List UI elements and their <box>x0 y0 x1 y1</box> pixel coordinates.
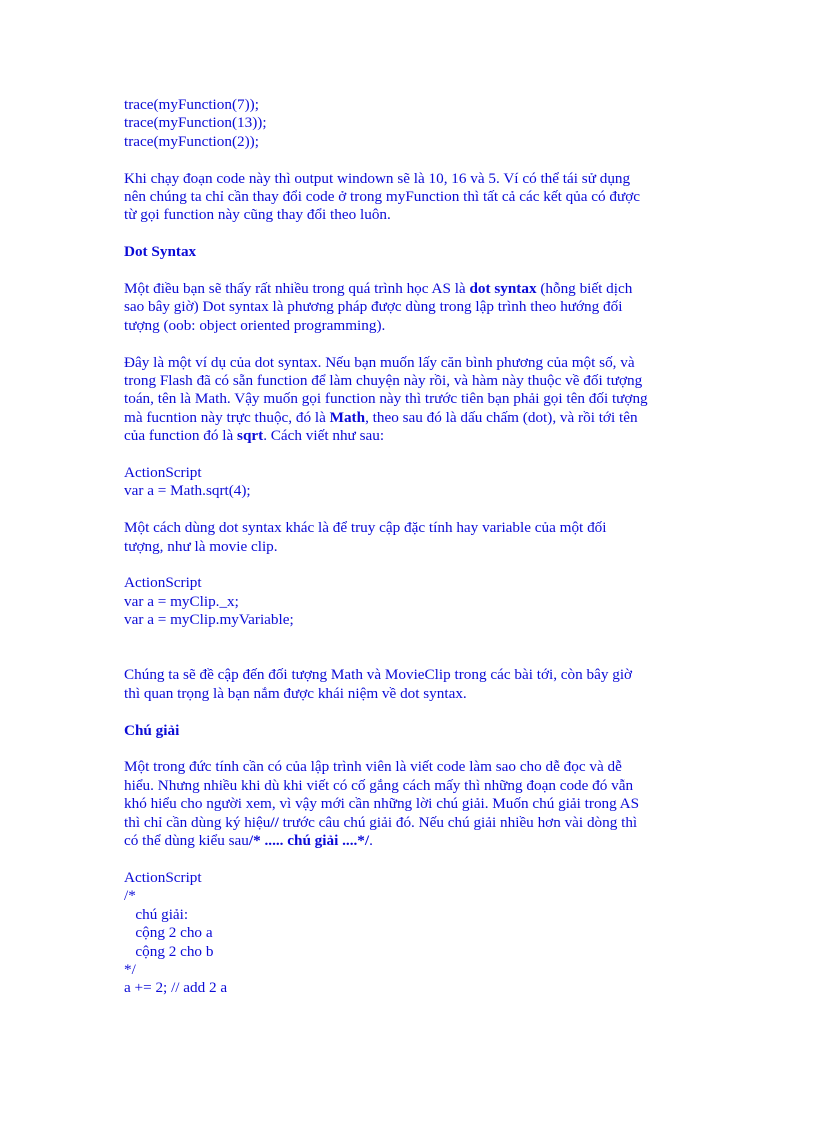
code-line: a += 2; // add 2 a <box>124 979 228 997</box>
document-body <box>124 96 724 998</box>
code-line: ActionScript <box>124 464 202 482</box>
code-line: cộng 2 cho a <box>124 924 213 942</box>
code-block-trace <box>124 96 724 151</box>
code-line: trace(myFunction(2)); <box>124 132 259 150</box>
code-line: var a = myClip._x; <box>124 592 239 610</box>
code-line: cộng 2 cho b <box>124 942 214 960</box>
code-line: */ <box>124 960 136 978</box>
paragraph-output: Khi chạy đoạn code này thì output windown sẽ là 10, 16 và 5. Ví có thể tái sử dụng nên chúng ta chỉ cần thay đổi code ở trong myFunction thì tất cả các kết qủa có được từ gọi function này cũng thay đổi theo luôn. <box>124 169 641 224</box>
code-block-myclip <box>124 574 724 629</box>
paragraph-comments: Một trong đức tính cần có của lập trình viên là viết code làm sao cho dễ đọc và dễ hiểu. Nhưng nhiều khi dù khi viết có cố gắng cách mấy thì những đoạn code đó vẫn khó hiểu cho người xem, vì vậy mới cần những lời chú giải. Muốn chú giải trong AS thì chỉ cần dùng ký hiệu// trước câu chú giải đó. Nếu chú giải nhiều hơn vài dòng thì có thể dùng kiểu sau/* ..... chú giải ....*/. <box>124 758 640 850</box>
code-line: var a = myClip.myVariable; <box>124 611 294 629</box>
paragraph-dot-syntax-example: Đây là một ví dụ của dot syntax. Nếu bạn muốn lấy căn bình phương của một số, và trong Flash đã có sẵn function để làm chuyện này rồi, và hàm này thuộc về đối tượng toán, tên là Math. Vậy muốn gọi function này thì trước tiên bạn phải gọi tên đối tượng mà fucntion này trực thuộc, đó là Math, theo sau đó là dấu chấm (dot), và rồi tới tên của function đó là sqrt. Cách viết như sau: <box>124 353 648 445</box>
code-line: ActionScript <box>124 868 202 886</box>
code-line: /* <box>124 887 136 905</box>
code-line: ActionScript <box>124 574 202 592</box>
code-line: chú giải: <box>124 905 189 923</box>
paragraph-dot-syntax-property: Một cách dùng dot syntax khác là để truy cập đặc tính hay variable của một đối tượng, như là movie clip. <box>124 519 607 555</box>
code-line: var a = Math.sqrt(4); <box>124 482 251 500</box>
paragraph-dot-syntax-intro: Một điều bạn sẽ thấy rất nhiều trong quá trình học AS là dot syntax (hỗng biết dịch sao bây giờ) Dot syntax là phương pháp được dùng trong lập trình theo hướng đối tượng (oob: object oriented programming). <box>124 280 633 334</box>
code-block-sqrt <box>124 464 724 501</box>
heading-comments: Chú giải <box>124 721 180 739</box>
code-block-comments <box>124 869 724 998</box>
code-line: trace(myFunction(7)); <box>124 96 259 113</box>
heading-dot-syntax: Dot Syntax <box>124 243 197 261</box>
paragraph-math-movieclip: Chúng ta sẽ đề cập đến đối tượng Math và MovieClip trong các bài tới, còn bây giờ thì quan trọng là bạn nắm được khái niệm về dot syntax. <box>124 666 633 702</box>
code-line: trace(myFunction(13)); <box>124 114 267 132</box>
